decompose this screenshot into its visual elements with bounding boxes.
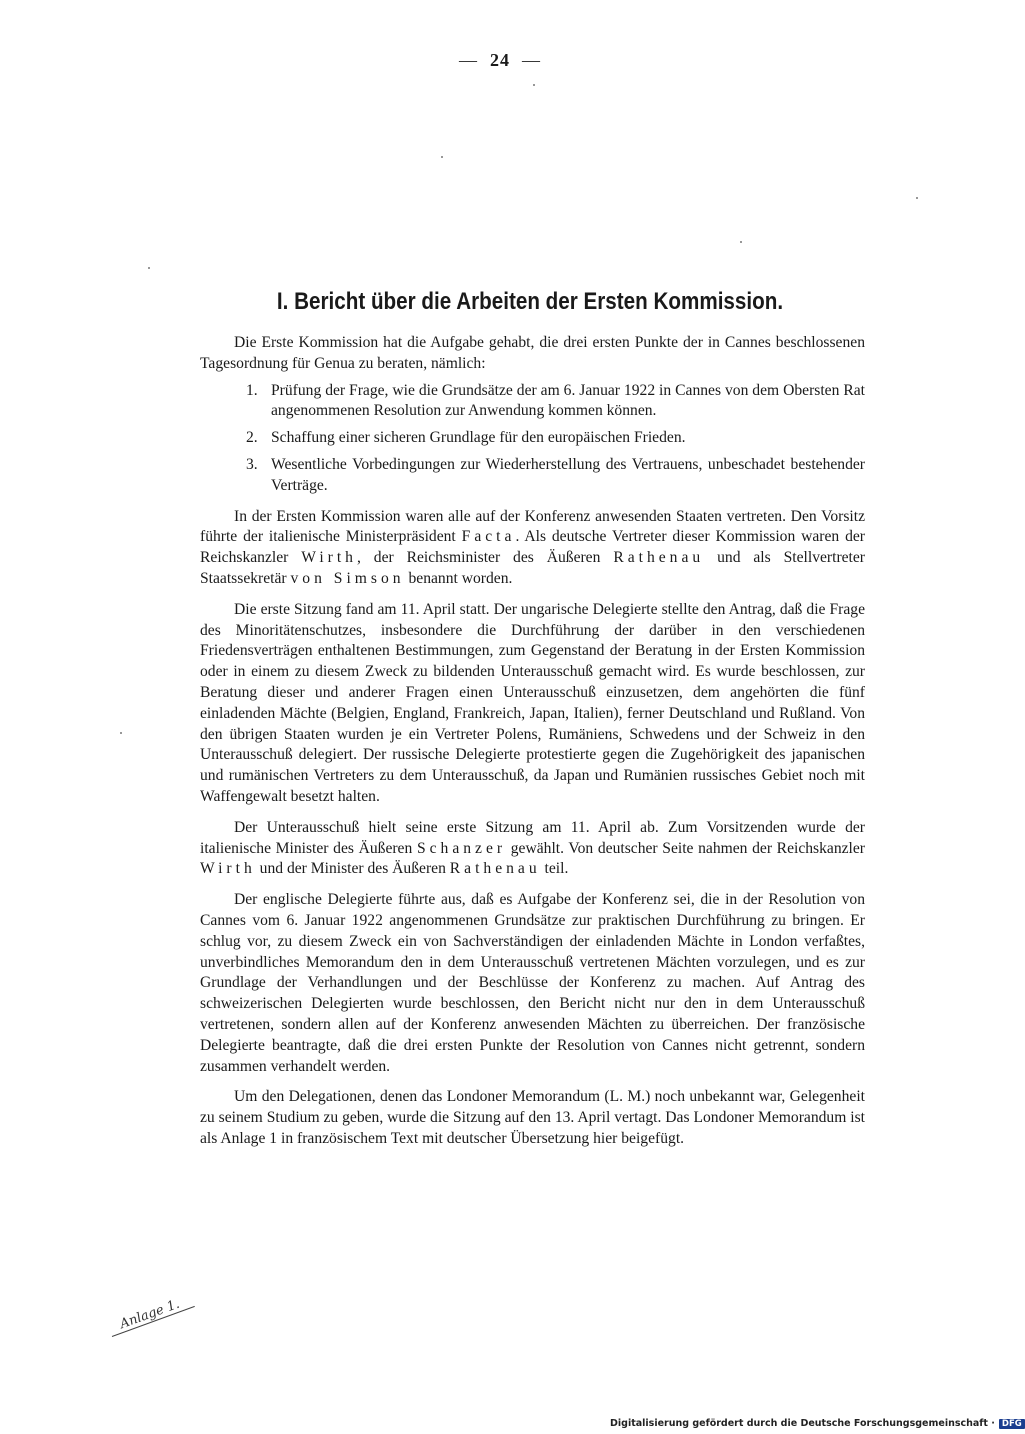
list-item-text: Wesentliche Vorbedingungen zur Wiederherstellung des Vertrauens, unbeschadet bestehender Verträge. [271,455,865,494]
page-number-value: 24 [490,50,510,70]
page-number [0,50,1000,71]
footer-separator: · [987,1418,995,1429]
section-title: I. Bericht über die Arbeiten der Ersten Kommission. [276,288,784,315]
list-item-number: 2. [246,429,258,447]
text-run: Der Unterausschuß hielt seine erste Sitzung am 11. April ab. Zum Vorsitzenden wurde der italienische Minister des Äußeren [200,818,865,857]
name-wirth: Wirth [200,860,256,878]
paragraph-first-session: Die erste Sitzung fand am 11. April statt. Der ungarische Delegierte stellte den Antrag, daß die Frage des Minoritätenschutzes, insbesondere die Durchführung der darüber in den verschiedenen Friedensverträgen enthaltenen Bestimmungen, zum Gegenstand der Beratung in der Ersten Kommission oder in einem zu diesem Zweck zu bildenden Unterausschuß gemacht wird. Es wurde beschlossen, zur Beratung dieser und anderer Fragen einen Unterausschuß einzusetzen, dem angehörten die fünf einladenden Mächte (Belgien, England, Frankreich, Japan, Italien), ferner Deutschland und Rußland. Von den übrigen Staaten wurden je ein Vertreter Polens, Rumäniens, Schwedens und der Schweiz in den Unterausschuß delegiert. Der russische Delegierte protestierte gegen die Zugehörigkeit des japanischen und rumänischen Vertreters zu dem Unterausschuß, da Japan und Rumänien russisches Gebiet noch mit Waffengewalt besetzt halten. [200,600,865,805]
page-dash-left: — [459,50,478,70]
agenda-list [200,381,865,497]
name-schanzer: Schanzer [416,839,507,857]
document-body [200,333,865,1150]
name-von-simson: von Simson [290,569,405,587]
name-rathenau: Rathenau [613,549,705,567]
text-run: und als Stellvertreter Staatssekretär [200,549,866,587]
scan-speck [916,197,918,199]
paragraph-subcommittee [200,818,865,880]
list-item [200,428,865,449]
name-wirth: Wirth [301,549,357,567]
footer-text: Digitalisierung gefördert durch die Deutsche Forschungsgemeinschaft [610,1418,988,1429]
text-run: gewählt. Von deutscher Seite nahmen der Reichskanzler [506,839,866,857]
text-run: In der Ersten Kommission waren alle auf der Konferenz anwesenden Staaten vertreten. Den Vorsitz führte der italienische Ministerpräsident [200,507,865,546]
intro-paragraph: Die Erste Kommission hat die Aufgabe gehabt, die drei ersten Punkte der in Cannes beschlossenen Tagesordnung für Genua zu beraten, nämlich: [200,334,865,372]
text-run: , der Reichsminister des Äußeren [356,549,614,567]
text-run: benannt worden. [404,569,513,587]
text-run: . Als deutsche Vertreter dieser Kommission waren der Reichskanzler [200,528,866,567]
digitization-footer [610,1418,1025,1429]
list-item [200,381,865,423]
list-item-number: 1. [246,381,258,399]
paragraph-adjournment: Um den Delegationen, denen das Londoner Memorandum (L. M.) noch unbekannt war, Gelegenheit zu seinem Studium zu geben, wurde die Sitzung auf den 13. April vertagt. Das Londoner Memorandum ist als Anlage 1 in französischem Text mit deutscher Übersetzung hier beigefügt. [200,1088,865,1147]
dfg-logo-icon: DFG [999,1419,1025,1429]
scan-speck [441,156,443,158]
page-dash-right: — [522,50,541,70]
scan-speck [533,84,535,86]
list-item-text: Prüfung der Frage, wie die Grundsätze der am 6. Januar 1922 in Cannes von dem Obersten Rat angenommenen Resolution zur Anwendung kommen können. [271,381,865,420]
paragraph-representatives [200,507,865,590]
text-run: teil. [540,860,569,878]
list-item-number: 3. [246,455,258,473]
marginal-note: Anlage 1. [118,1296,182,1333]
scan-speck [740,241,742,243]
list-item-text: Schaffung einer sicheren Grundlage für den europäischen Frieden. [271,429,686,447]
list-item [200,455,865,497]
paragraph-english-delegate: Der englische Delegierte führte aus, daß es Aufgabe der Konferenz sei, die in der Resolution von Cannes vom 6. Januar 1922 angenommenen Grundsätze zur praktischen Durchführung zu bringen. Er schlug vor, zu diesem Zweck ein von Sachverständigen der einladenden Mächte in London verfaßtes, unverbindliches Memorandum den in dem Unterausschuß vertretenen Mächten vorzulegen, und es zur Grundlage der Verhandlungen und der Beschlüsse der Konferenz zu machen. Auf Antrag des schweizerischen Delegierten wurde beschlossen, den Bericht nicht nur den in dem Unterausschuß vertretenen, sondern allen auf der Konferenz anwesenden Mächten zu überreichen. Der französische Delegierte beantragte, daß die drei ersten Punkte der Resolution von Cannes nicht getrennt, sondern zusammen verhandelt werden. [200,891,865,1075]
scan-speck [120,732,122,734]
name-facta: Facta [461,528,516,546]
name-rathenau: Rathenau [449,860,541,878]
scan-speck [148,267,150,269]
text-run: und der Minister des Äußeren [255,860,450,878]
